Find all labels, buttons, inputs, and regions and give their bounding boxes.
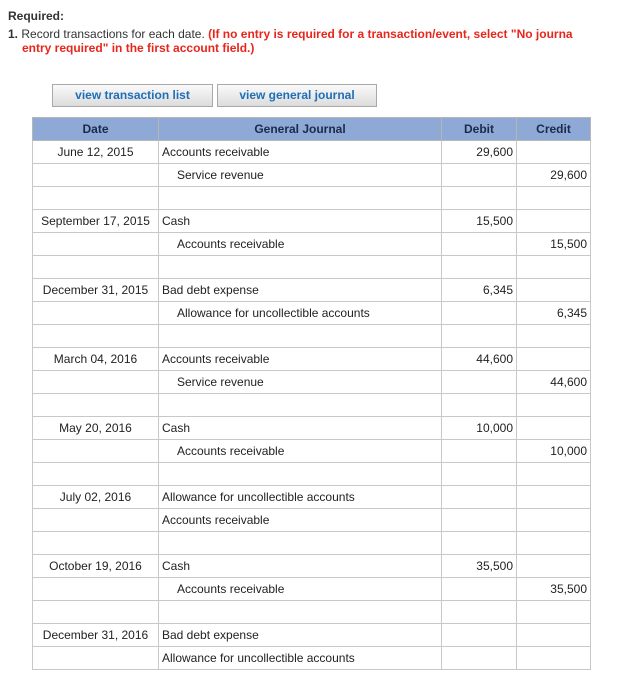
debit-cell[interactable]	[442, 601, 517, 624]
journal-row	[33, 164, 591, 187]
view-general-journal-button[interactable]: view general journal	[217, 84, 377, 107]
journal-row	[33, 624, 591, 647]
date-cell[interactable]	[33, 509, 159, 532]
debit-cell[interactable]	[442, 624, 517, 647]
journal-table	[32, 117, 591, 670]
date-cell[interactable]	[33, 647, 159, 670]
credit-cell[interactable]	[517, 417, 591, 440]
journal-row	[33, 440, 591, 463]
date-cell[interactable]: September 17, 2015	[33, 210, 159, 233]
account-cell[interactable]: Cash	[159, 417, 442, 440]
date-cell[interactable]	[33, 440, 159, 463]
credit-cell[interactable]	[517, 532, 591, 555]
date-cell[interactable]: June 12, 2015	[33, 141, 159, 164]
journal-row	[33, 486, 591, 509]
debit-cell[interactable]	[442, 325, 517, 348]
date-cell[interactable]: July 02, 2016	[33, 486, 159, 509]
debit-cell[interactable]	[442, 302, 517, 325]
date-column-header: Date	[33, 118, 159, 141]
journal-row	[33, 417, 591, 440]
credit-cell[interactable]	[517, 325, 591, 348]
date-cell[interactable]	[33, 164, 159, 187]
journal-row	[33, 578, 591, 601]
instruction-note-1: (If no entry is required for a transaction/event, select "No journa	[208, 27, 573, 41]
date-cell[interactable]	[33, 325, 159, 348]
journal-spacer-row	[33, 394, 591, 417]
account-cell[interactable]: Accounts receivable	[159, 233, 442, 256]
instruction-note-2: entry required" in the first account field.)	[22, 41, 255, 55]
journal-row	[33, 141, 591, 164]
view-transaction-list-button[interactable]: view transaction list	[52, 84, 213, 107]
account-cell[interactable]: Service revenue	[159, 371, 442, 394]
credit-cell[interactable]	[517, 624, 591, 647]
credit-cell[interactable]: 44,600	[517, 371, 591, 394]
debit-cell[interactable]	[442, 532, 517, 555]
account-cell[interactable]: Cash	[159, 555, 442, 578]
instruction-main: Record transactions for each date.	[21, 27, 205, 41]
journal-body	[33, 141, 591, 670]
journal-row	[33, 302, 591, 325]
account-cell[interactable]: Accounts receivable	[159, 348, 442, 371]
debit-cell[interactable]	[442, 463, 517, 486]
journal-spacer-row	[33, 601, 591, 624]
date-cell[interactable]	[33, 233, 159, 256]
credit-cell[interactable]	[517, 210, 591, 233]
account-cell[interactable]	[159, 325, 442, 348]
item-number: 1.	[8, 27, 19, 41]
credit-cell[interactable]	[517, 486, 591, 509]
date-cell[interactable]	[33, 256, 159, 279]
account-cell[interactable]: Accounts receivable	[159, 509, 442, 532]
account-cell[interactable]	[159, 463, 442, 486]
date-cell[interactable]	[33, 302, 159, 325]
account-cell[interactable]	[159, 532, 442, 555]
date-cell[interactable]	[33, 601, 159, 624]
journal-spacer-row	[33, 256, 591, 279]
journal-row	[33, 348, 591, 371]
general-journal-column-header: General Journal	[159, 118, 442, 141]
credit-cell[interactable]: 15,500	[517, 233, 591, 256]
date-cell[interactable]	[33, 371, 159, 394]
credit-cell[interactable]	[517, 187, 591, 210]
journal-row	[33, 233, 591, 256]
debit-cell[interactable]: 10,000	[442, 417, 517, 440]
credit-cell[interactable]	[517, 279, 591, 302]
credit-cell[interactable]: 6,345	[517, 302, 591, 325]
debit-cell[interactable]	[442, 578, 517, 601]
account-cell[interactable]: Allowance for uncollectible accounts	[159, 647, 442, 670]
credit-cell[interactable]	[517, 348, 591, 371]
journal-spacer-row	[33, 463, 591, 486]
account-cell[interactable]	[159, 394, 442, 417]
journal-row	[33, 371, 591, 394]
journal-row	[33, 555, 591, 578]
credit-cell[interactable]	[517, 601, 591, 624]
date-cell[interactable]	[33, 394, 159, 417]
date-cell[interactable]: October 19, 2016	[33, 555, 159, 578]
account-cell[interactable]: Accounts receivable	[159, 141, 442, 164]
journal-spacer-row	[33, 325, 591, 348]
debit-cell[interactable]: 29,600	[442, 141, 517, 164]
account-cell[interactable]: Cash	[159, 210, 442, 233]
debit-cell[interactable]	[442, 256, 517, 279]
credit-cell[interactable]	[517, 394, 591, 417]
account-cell[interactable]: Bad debt expense	[159, 279, 442, 302]
debit-cell[interactable]	[442, 187, 517, 210]
account-cell[interactable]: Allowance for uncollectible accounts	[159, 486, 442, 509]
debit-column-header: Debit	[442, 118, 517, 141]
date-cell[interactable]	[33, 463, 159, 486]
date-cell[interactable]	[33, 187, 159, 210]
journal-header-row	[33, 118, 591, 141]
credit-cell[interactable]	[517, 463, 591, 486]
date-cell[interactable]	[33, 532, 159, 555]
debit-cell[interactable]: 35,500	[442, 555, 517, 578]
credit-cell[interactable]	[517, 256, 591, 279]
account-cell[interactable]	[159, 187, 442, 210]
credit-cell[interactable]	[517, 555, 591, 578]
credit-cell[interactable]	[517, 141, 591, 164]
date-cell[interactable]	[33, 578, 159, 601]
account-cell[interactable]	[159, 256, 442, 279]
debit-cell[interactable]	[442, 647, 517, 670]
date-cell[interactable]: May 20, 2016	[33, 417, 159, 440]
credit-cell[interactable]	[517, 509, 591, 532]
debit-cell[interactable]	[442, 164, 517, 187]
credit-cell[interactable]: 29,600	[517, 164, 591, 187]
debit-cell[interactable]	[442, 394, 517, 417]
date-cell[interactable]: December 31, 2015	[33, 279, 159, 302]
account-cell[interactable]	[159, 601, 442, 624]
debit-cell[interactable]	[442, 371, 517, 394]
journal-row	[33, 509, 591, 532]
debit-cell[interactable]	[442, 233, 517, 256]
debit-cell[interactable]: 44,600	[442, 348, 517, 371]
debit-cell[interactable]	[442, 440, 517, 463]
required-heading: Required:	[8, 9, 65, 23]
account-cell[interactable]: Allowance for uncollectible accounts	[159, 302, 442, 325]
debit-cell[interactable]	[442, 509, 517, 532]
instruction-text	[8, 27, 626, 55]
journal-row	[33, 647, 591, 670]
credit-column-header: Credit	[517, 118, 591, 141]
credit-cell[interactable]: 10,000	[517, 440, 591, 463]
date-cell[interactable]: December 31, 2016	[33, 624, 159, 647]
date-cell[interactable]: March 04, 2016	[33, 348, 159, 371]
journal-spacer-row	[33, 532, 591, 555]
debit-cell[interactable]: 15,500	[442, 210, 517, 233]
account-cell[interactable]: Accounts receivable	[159, 578, 442, 601]
debit-cell[interactable]	[442, 486, 517, 509]
account-cell[interactable]: Accounts receivable	[159, 440, 442, 463]
credit-cell[interactable]: 35,500	[517, 578, 591, 601]
account-cell[interactable]: Service revenue	[159, 164, 442, 187]
journal-spacer-row	[33, 187, 591, 210]
debit-cell[interactable]: 6,345	[442, 279, 517, 302]
journal-row	[33, 210, 591, 233]
journal-row	[33, 279, 591, 302]
credit-cell[interactable]	[517, 647, 591, 670]
account-cell[interactable]: Bad debt expense	[159, 624, 442, 647]
